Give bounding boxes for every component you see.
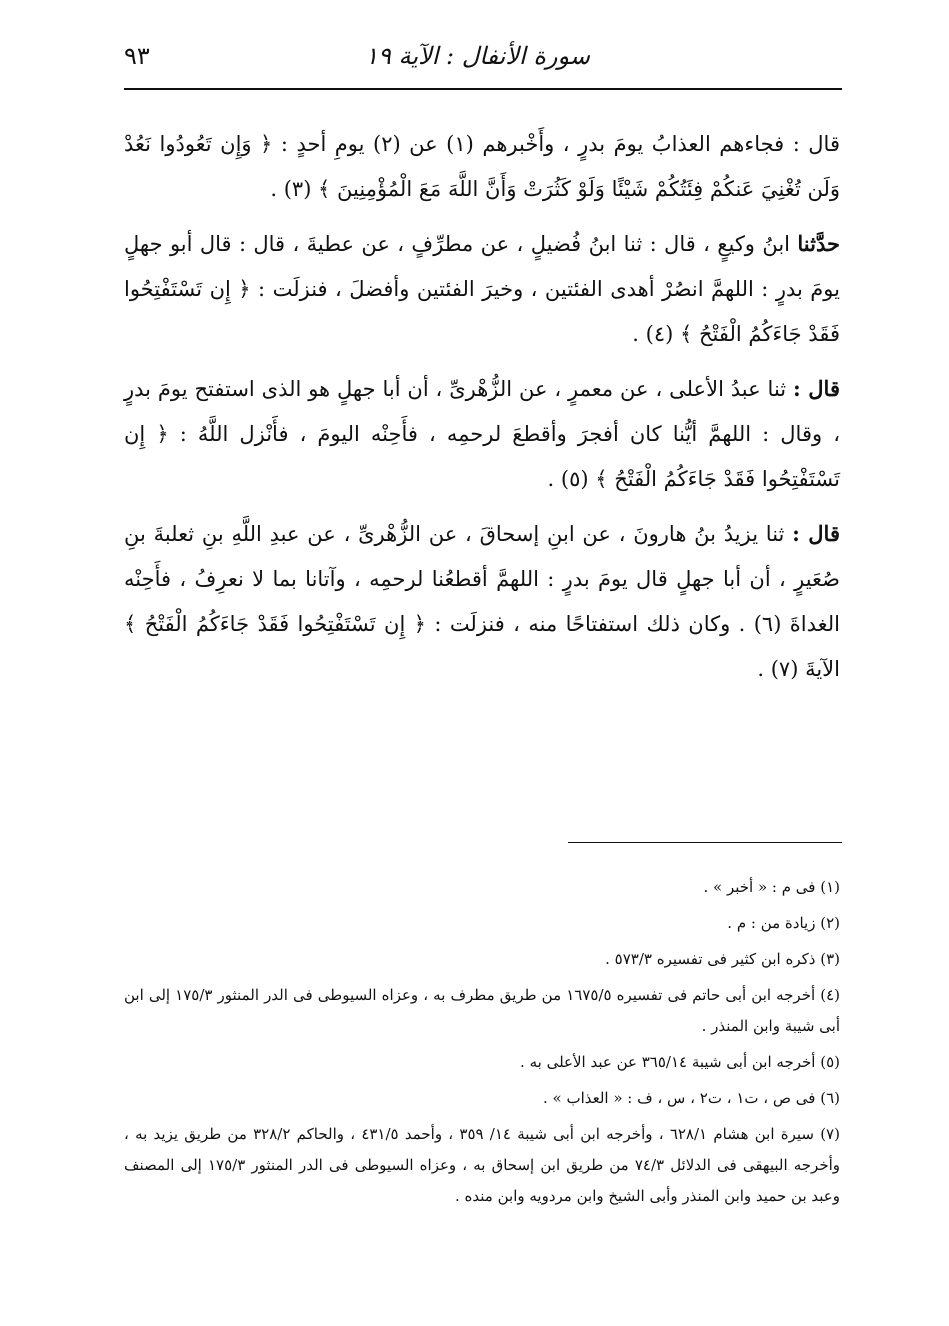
- footnotes: [124, 872, 840, 1217]
- header-rule: [124, 88, 842, 90]
- footnote: (٧) سيرة ابن هشام ٦٢٨/١ ، وأخرجه ابن أبى شيبة ١٤/ ٣٥٩ ، وأحمد ٤٣١/٥ ، والحاكم ٣٢٨/٢ من طريق يزيد به ، وأخرجه البيهقى فى الدلائل ٧٤/٣ من طريق ابن إسحاق به ، وعزاه السيوطى فى الدر المنثور ١٧٥/٣ إلى المصنف وعبد بن حميد وابن المنذر وأبى الشيخ وابن مردويه وابن منده .: [124, 1125, 841, 1205]
- paragraph-text: قال : فجاءهم العذابُ يومَ بدرٍ ، وأَخْبرهم (١) عن (٢) يومِ أحدٍ : ﴿ وَإِن تَعُودُوا نَعُدْ وَلَن تُغْنِيَ عَنكُمْ فِئَتُكُمْ شَيْئًا وَلَوْ كَثُرَتْ وَأَنَّ اللَّهَ مَعَ الْمُؤْمِنِينَ ﴾ (٣) .: [124, 132, 840, 201]
- page-header: [124, 38, 840, 88]
- footnote: (٦) فى ص ، ت١ ، ت٢ ، س ، ف : « العذاب » .: [542, 1089, 840, 1107]
- footnote: (٣) ذكره ابن كثير فى تفسيره ٥٧٣/٣ .: [605, 950, 840, 968]
- footnote: (٥) أخرجه ابن أبى شيبة ٣٦٥/١٤ عن عبد الأعلى به .: [520, 1053, 840, 1071]
- paragraph-text: ثنا يزيدُ بنُ هارونَ ، عن ابنِ إسحاقَ ، عن الزُّهْرىِّ ، عن عبدِ اللَّهِ بنِ ثعلبةَ بنِ صُعَيرٍ ، أن أبا جهلٍ قال يومَ بدرٍ : اللهمَّ أقطعُنا لرحمِه ، وآتانا بما لا نعرِفُ ، فأَحِنْه الغداةَ (٦) . وكان ذلك استفتاحًا منه ، فنزلَت : ﴿ إِن تَسْتَفْتِحُوا فَقَدْ جَاءَكُمُ الْفَتْحُ ﴾ الآيةَ (٧) .: [124, 522, 841, 681]
- main-text: [124, 122, 840, 701]
- paragraph: [124, 511, 840, 692]
- footnote-separator: [568, 842, 842, 843]
- page-number: ٩٣: [124, 42, 150, 70]
- paragraph-lead: حدَّثنا: [797, 231, 840, 256]
- footnote: (٢) زيادة من : م .: [727, 914, 840, 932]
- paragraph-lead: قال :: [792, 521, 840, 546]
- footnote: (٤) أخرجه ابن أبى حاتم فى تفسيره ١٦٧٥/٥ من طريق مطرف به ، وعزاه السيوطى فى الدر المنثور ١٧٥/٣ إلى ابن أبى شيبة وابن المنذر .: [124, 986, 841, 1035]
- paragraph: [124, 122, 840, 212]
- paragraph-text: ثنا عبدُ الأعلى ، عن معمرٍ ، عن الزُّهْرىِّ ، أن أبا جهلٍ هو الذى استفتح يومَ بدرٍ ، وقال : اللهمَّ أيُّنا كان أفجرَ وأقطعَ لرحمِه ، فأَحِنْه اليومَ ، فأَنْزل اللَّهُ : ﴿ إِن تَسْتَفْتِحُوا فَقَدْ جَاءَكُمُ الْفَتْحُ ﴾ (٥) .: [124, 377, 840, 491]
- paragraph: [124, 221, 840, 357]
- running-title: سورة الأنفال : الآية ١٩: [365, 42, 590, 70]
- paragraph-text: ابنُ وكيعٍ ، قال : ثنا ابنُ فُضيلٍ ، عن مطرِّفٍ ، عن عطيةَ ، قال : قال أبو جهلٍ يومَ بدرٍ : اللهمَّ انصُرْ أهدى الفئتين ، وخيرَ الفئتين وأفضلَ ، فنزلَت : ﴿ إِن تَسْتَفْتِحُوا فَقَدْ جَاءَكُمُ الْفَتْحُ ﴾ (٤) .: [124, 232, 840, 346]
- paragraph: [124, 366, 840, 502]
- paragraph-lead: قال :: [793, 376, 840, 401]
- footnote: (١) فى م : « أخبر » .: [703, 878, 840, 896]
